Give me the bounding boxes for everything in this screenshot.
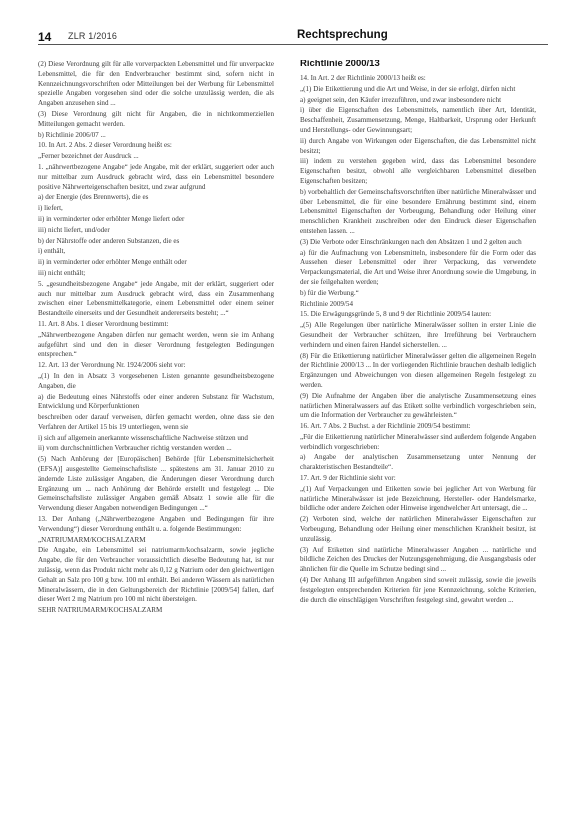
paragraph: a) die Bedeutung eines Nährstoffs oder einer anderen Substanz für Wachstum, Entwicklung und Körperfunktionen — [38, 392, 274, 411]
paragraph: „Ferner bezeichnet der Ausdruck ... — [38, 152, 139, 161]
paragraph: 15. Die Erwägungsgründe 5, 8 und 9 der Richtlinie 2009/54 lauten: — [300, 310, 492, 319]
paragraph: 17. Art. 9 der Richtlinie sieht vor: — [300, 474, 396, 483]
paragraph: „Für die Etikettierung natürlicher Mineralwässer sind außerdem folgende Angaben verbindlich vorgeschrieben: — [300, 432, 536, 451]
paragraph: i) enthält, — [38, 247, 66, 256]
paragraph: a) für die Aufmachung von Lebensmitteln, insbesondere für die Form oder das Aussehen dieser Lebensmittel oder ihrer Verpackung, das verwendete Verpackungsmaterial, die Art und Weise ihrer Anordnung sowie die Umgebung, in der sie feilgehalten werden; — [300, 248, 536, 286]
header-rule — [38, 44, 548, 45]
left-column — [38, 60, 274, 820]
paragraph: 12. Art. 13 der Verordnung Nr. 1924/2006 sieht vor: — [38, 361, 186, 370]
paragraph: (9) Die Aufnahme der Angaben über die analytische Zusammensetzung eines natürlichen Mineralwassers auf das Etikett sollte verbindlich vorgeschrieben sein, um die Information der Verbraucher zu gewährleisten.“ — [300, 391, 536, 420]
paragraph: (4) Der Anhang III aufgeführten Angaben sind soweit zulässig, sowie die jeweils festgelegten entsprechenden Kriterien für jene Kennzeichnung, solche Kriterien, die durch die einschlägigen Vorschriften festgelegt sind, gewahrt werden ... — [300, 576, 536, 604]
paragraph: iii) nicht liefert, und/oder — [38, 225, 110, 234]
section-heading: Richtlinie 2000/13 — [300, 60, 380, 69]
right-column — [300, 60, 536, 820]
paragraph: Die Angabe, ein Lebensmittel sei natriumarm/kochsalzarm, sowie jegliche Angabe, die für den Verbraucher voraussichtlich dieselbe Bedeutung hat, ist nur zulässig, wenn das Produkt nicht mehr als 0,12 g Natrium oder den gleichwertigen Gehalt an Salz pro 100 g bzw. 100 ml enthält. Bei anderen Wässern als natürlichen Mineralwässern, die in den Geltungsbereich der Richtlinie [2009/54] fallen, darf dieser Wert 2 mg Natrium pro 100 ml nicht übersteigen. — [38, 546, 274, 604]
paragraph: (2) Diese Verordnung gilt für alle vorverpackten Lebensmittel und für unverpackte Lebensmittel, die für den Endverbraucher bestimmt sind, sofern nicht in Kennzeichnungsvorschriften oder Mitteilungen bei der Werbung für Lebensmittel spezielle Angaben vorgesehen sind oder die solche unzulässig werden, die als Angaben anzusehen sind ... — [38, 60, 274, 108]
paragraph: (3) Diese Verordnung gilt nicht für Angaben, die in nichtkommerziellen Mitteilungen gemacht werden. — [38, 109, 274, 128]
paragraph: Richtlinie 2009/54 — [300, 299, 354, 308]
paragraph: (5) Nach Anhörung der [Europäischen] Behörde [für Lebensmittelsicherheit (EFSA)] ausgestellte Gemeinschaftsliste ... spätestens am 31. Januar 2010 zu ändernde Liste zulässiger Angaben, die Änderungen dieser Verordnung durch Ergänzung um ... nach Anhörung der Behörde erstellt und festgelegt ... Die Gemeinschaftsliste zulässiger Angaben gemäß Absatz 1 sowie alle für die Verwendung dieser Angaben notwendigen Bedingungen ...“ — [38, 455, 274, 513]
paragraph: a) der Energie (des Brennwerts), die es — [38, 193, 149, 202]
paragraph: b) der Nährstoffe oder anderen Substanzen, die es — [38, 236, 180, 245]
paragraph: ii) in verminderter oder erhöhter Menge enthält oder — [38, 258, 187, 267]
paragraph: b) vorbehaltlich der Gemeinschaftsvorschriften über natürliche Mineralwässer und über Lebensmittel, die für eine besondere Ernährung bestimmt sind, einem Lebensmittel Eigenschaften der Vorbeugung, Behandlung oder Heilung einer menschlichen Krankheit zuschreiben oder den Eindruck dieser Eigenschaften entstehen lassen. ... — [300, 187, 536, 235]
paragraph: beschreiben oder darauf verweisen, dürfen gemacht werden, ohne dass sie den Verfahren der Artikel 15 bis 19 unterliegen, wenn sie — [38, 413, 274, 431]
paragraph: i) sich auf allgemein anerkannte wissenschaftliche Nachweise stützen und — [38, 433, 248, 442]
paragraph: ii) vom durchschnittlichen Verbraucher richtig verstanden werden ... — [38, 444, 232, 453]
paragraph: 14. In Art. 2 der Richtlinie 2000/13 heißt es: — [300, 74, 426, 82]
paragraph: iii) indem zu verstehen gegeben wird, dass das Lebensmittel besondere Eigenschaften besitzt, obwohl alle vergleichbaren Lebensmittel dieselben Eigenschaften besitzen; — [300, 157, 536, 185]
paragraph: iii) nicht enthält; — [38, 268, 86, 277]
paragraph: SEHR NATRIUMARM/KOCHSALZARM — [38, 606, 163, 615]
paragraph: i) liefert, — [38, 204, 63, 213]
page-header — [38, 26, 548, 48]
paragraph: „NATRIUMARM/KOCHSALZARM — [38, 535, 146, 544]
paragraph: 1. „nährwertbezogene Angabe“ jede Angabe, mit der erklärt, suggeriert oder auch nur mittelbar zum Ausdruck gebracht wird, dass ein Lebensmittel besondere positive Nährwerteigenschaften besitzt, und zwar aufgrund — [38, 162, 274, 191]
paragraph: a) Angabe der analytischen Zusammensetzung unter Nennung der charakteristischen Bestandteile“. — [300, 453, 536, 472]
paragraph: „(1) Die Etikettierung und die Art und Weise, in der sie erfolgt, dürfen nicht — [300, 84, 516, 93]
paragraph: „(1) Auf Verpackungen und Etiketten sowie bei jeglicher Art von Werbung für natürliche Mineralwässer ist jede Bezeichnung, Hersteller- oder Handelsmarke, bildliche oder andere Zeichen oder Hinweise irgendwelcher Art untersagt, die ... — [300, 484, 536, 513]
paragraph: 10. In Art. 2 Abs. 2 dieser Verordnung heißt es: — [38, 141, 172, 150]
paragraph: „(5) Alle Regelungen über natürliche Mineralwässer sollten in erster Linie die Gesundheit der Verbraucher schützen, ihre Irreführung bei Verbrauchern verhindern und einen fairen Handel sicherstellen. ... — [300, 321, 536, 349]
paragraph: i) über die Eigenschaften des Lebensmittels, namentlich über Art, Identität, Beschaffenheit, Zusammensetzung, Menge, Haltbarkeit, Ursprung oder Herkunft und Herstellungs- oder Gewinnungsart; — [300, 106, 536, 134]
paragraph: 11. Art. 8 Abs. 1 dieser Verordnung bestimmt: — [38, 319, 169, 328]
paragraph: „(1) In den in Absatz 3 vorgesehenen Listen genannte gesundheitsbezogene Angaben, die — [38, 371, 274, 390]
paragraph: (8) Für die Etikettierung natürlicher Mineralwässer gelten die allgemeinen Regeln der Richtlinie 2000/13 ... In der vorliegenden Richtlinie brauchen deshalb lediglich Ergänzungen und Abweichungen von diesen allgemeinen Regeln festgelegt zu werden. — [300, 351, 536, 389]
paragraph: 13. Der Anhang („Nährwertbezogene Angaben und Bedingungen für ihre Verwendung“) dieser Verordnung enthält u. a. folgende Bestimmungen: — [38, 515, 274, 533]
paragraph: ii) durch Angabe von Wirkungen oder Eigenschaften, die das Lebensmittel nicht besitzt; — [300, 136, 536, 155]
section-title: Rechtsprechung — [297, 29, 388, 41]
paragraph: a) geeignet sein, den Käufer irrezuführen, und zwar insbesondere nicht — [300, 95, 502, 104]
page-number: 14 — [38, 30, 52, 44]
paragraph: „Nährwertbezogene Angaben dürfen nur gemacht werden, wenn sie im Anhang aufgeführt sind und den in dieser Verordnung festgelegten Bedingungen entsprechen.“ — [38, 330, 274, 359]
paragraph: b) für die Werbung.“ — [300, 288, 359, 297]
paragraph: (3) Die Verbote oder Einschränkungen nach den Absätzen 1 und 2 gelten auch — [300, 237, 522, 246]
paragraph: 16. Art. 7 Abs. 2 Buchst. a der Richtlinie 2009/54 bestimmt: — [300, 422, 471, 431]
paragraph: ii) in verminderter oder erhöhter Menge liefert oder — [38, 214, 185, 223]
paragraph: (3) Auf Etiketten sind natürliche Mineralwasser Angaben ... natürliche und bildliche Zeichen des Druckes der Nutzungsgenehmigung, die Ausgangsbasis oder ähnlichen für die Quelle im Schutze bedingt sind ... — [300, 545, 536, 574]
paragraph: (2) Verboten sind, welche der natürlichen Mineralwässer Eigenschaften zur Vorbeugung, Behandlung oder Heilung einer menschlichen Krankheit besitzt, ist unzulässig. — [300, 515, 536, 543]
paragraph: b) Richtlinie 2006/07 ... — [38, 130, 106, 139]
journal-label: ZLR 1/2016 — [68, 31, 118, 41]
paragraph: 5. „gesundheitsbezogene Angabe“ jede Angabe, mit der erklärt, suggeriert oder auch nur mittelbar zum Ausdruck gebracht wird, dass ein Zusammenhang zwischen einer Lebensmittelkategorie, einem Lebensmittel oder einem seiner Bestandteile einerseits und der Gesundheit andererseits besteht; ...“ — [38, 279, 274, 318]
